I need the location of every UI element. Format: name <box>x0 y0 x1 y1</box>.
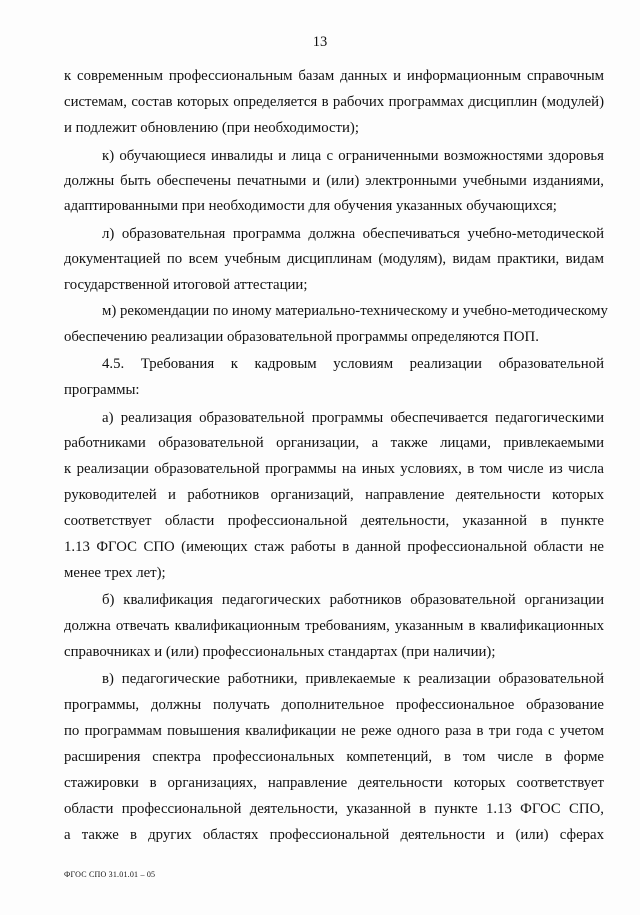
text-line: к) обучающиеся инвалиды и лица с ограниченными возможностями здоровья <box>102 148 604 164</box>
text-line: адаптированными при необходимости для обучения указанных обучающихся; <box>64 198 557 214</box>
text-line: области профессиональной деятельности, указанной в пункте 1.13 ФГОС СПО, <box>64 801 604 817</box>
text-line: должна отвечать квалификационным требованиям, указанным в квалификационных <box>64 618 604 634</box>
text-line: а также в других областях профессиональной деятельности и (или) сферах <box>64 827 604 843</box>
text-line: а) реализация образовательной программы обеспечивается педагогическими <box>102 410 604 426</box>
text-line: расширения спектра профессиональных компетенций, в том числе в форме <box>64 749 604 765</box>
text-line: к реализации образовательной программы на иных условиях, в том числе из числа <box>64 461 604 477</box>
text-line: и подлежит обновлению (при необходимости); <box>64 120 359 136</box>
section-heading-line: программы: <box>64 382 140 398</box>
text-line: к современным профессиональным базам данных и информационным справочным <box>64 68 604 84</box>
text-line: л) образовательная программа должна обеспечиваться учебно-методической <box>102 226 604 242</box>
text-line: в) педагогические работники, привлекаемые к реализации образовательной <box>102 671 604 687</box>
page-number: 13 <box>312 34 328 50</box>
text-line: программы, должны получать дополнительное профессиональное образование <box>64 697 604 713</box>
text-line: по программам повышения квалификации не реже одного раза в три года с учетом <box>64 723 604 739</box>
text-line: руководителей и работников организаций, направление деятельности которых <box>64 487 604 503</box>
text-line: документацией по всем учебным дисциплинам (модулям), видам практики, видам <box>64 251 604 267</box>
text-line: государственной итоговой аттестации; <box>64 277 308 293</box>
text-line: менее трех лет); <box>64 565 166 581</box>
text-line: м) рекомендации по иному материально-техническому и учебно-методическому <box>102 303 608 319</box>
text-line: соответствует области профессиональной деятельности, указанной в пункте <box>64 513 604 529</box>
text-line: должны быть обеспечены печатными и (или) электронными учебными изданиями, <box>64 173 604 189</box>
text-line: системам, состав которых определяется в рабочих программах дисциплин (модулей) <box>64 94 604 110</box>
text-line: обеспечению реализации образовательной программы определяются ПОП. <box>64 329 539 345</box>
text-line: справочниках и (или) профессиональных стандартах (при наличии); <box>64 644 496 660</box>
text-line: стажировки в организациях, направление деятельности которых соответствует <box>64 775 604 791</box>
text-line: 1.13 ФГОС СПО (имеющих стаж работы в данной профессиональной области не <box>64 539 604 555</box>
section-heading-line: 4.5. Требования к кадровым условиям реализации образовательной <box>102 356 604 372</box>
document-footer-code: ФГОС СПО 31.01.01 – 05 <box>64 870 156 879</box>
text-line: работниками образовательной организации, а также лицами, привлекаемыми <box>64 435 604 451</box>
text-line: б) квалификация педагогических работников образовательной организации <box>102 592 604 608</box>
